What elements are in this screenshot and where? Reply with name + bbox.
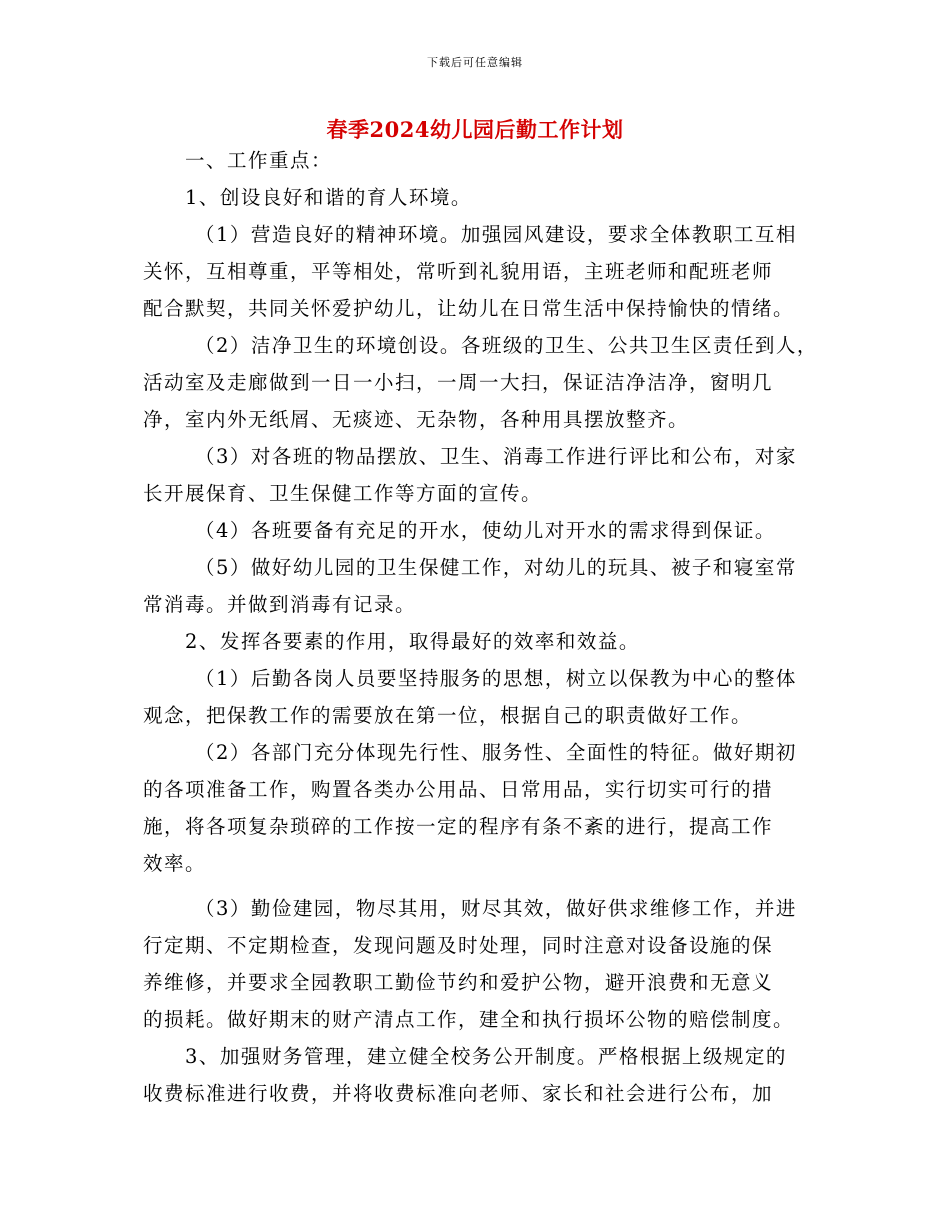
paragraph-line: 的损耗。做好期末的财产清点工作，建全和执行损坏公物的赔偿制度。 (143, 1008, 795, 1031)
paragraph-line: 的各项准备工作，购置各类办公用品、日常用品，实行切实可行的措 (143, 778, 774, 801)
point-heading: 1、创设良好和谐的育人环境。 (185, 186, 472, 209)
paragraph-line: 行定期、不定期检查，发现问题及时处理，同时注意对设备设施的保 (143, 934, 774, 957)
paragraph-line: （2）各部门充分体现先行性、服务性、全面性的特征。做好期初 (195, 741, 797, 764)
paragraph-line: （3）勤俭建园，物尽其用，财尽其效，做好供求维修工作，并进 (195, 897, 797, 920)
paragraph-line: 关怀，互相尊重，平等相处，常听到礼貌用语，主班老师和配班老师 (143, 260, 774, 283)
paragraph-line: 长开展保育、卫生保健工作等方面的宣传。 (143, 482, 543, 505)
paragraph-line: （1）后勤各岗人员要坚持服务的思想，树立以保教为中心的整体 (195, 667, 797, 690)
document-title: 春季2024幼儿园后勤工作计划 (326, 117, 624, 142)
point-heading: 2、发挥各要素的作用，取得最好的效率和效益。 (185, 630, 640, 653)
paragraph-line: （2）洁净卫生的环境创设。各班级的卫生、公共卫生区责任到人， (195, 334, 818, 357)
point-heading: 3、加强财务管理，建立健全校务公开制度。严格根据上级规定的 (185, 1045, 787, 1068)
paragraph-line: （4）各班要备有充足的开水，使幼儿对开水的需求得到保证。 (195, 519, 776, 542)
paragraph-line: 收费标准进行收费，并将收费标准向老师、家长和社会进行公布，加 (143, 1082, 774, 1105)
paragraph-line: 养维修，并要求全园教职工勤俭节约和爱护公物，避开浪费和无意义 (143, 971, 774, 994)
document-body (143, 142, 823, 1112)
paragraph-line: 施，将各项复杂琐碎的工作按一定的程序有条不紊的进行，提高工作 (143, 815, 774, 838)
paragraph-line: （5）做好幼儿园的卫生保健工作，对幼儿的玩具、被子和寝室常 (195, 556, 797, 579)
paragraph-line: 活动室及走廊做到一日一小扫，一周一大扫，保证洁净洁净，窗明几 (143, 371, 774, 394)
section-heading: 一、工作重点： (185, 149, 333, 172)
paragraph-line: 观念，把保教工作的需要放在第一位，根据自己的职责做好工作。 (143, 704, 753, 727)
header-note: 下载后可任意编辑 (427, 56, 523, 69)
paragraph-line: （1）营造良好的精神环境。加强园风建设，要求全体教职工互相 (195, 223, 797, 246)
paragraph-line: 净，室内外无纸屑、无痰迹、无杂物，各种用具摆放整齐。 (143, 408, 690, 431)
paragraph-line: 常消毒。并做到消毒有记录。 (143, 593, 417, 616)
paragraph-line: 效率。 (143, 852, 207, 875)
paragraph-line: 配合默契，共同关怀爱护幼儿，让幼儿在日常生活中保持愉快的情绪。 (143, 297, 795, 320)
paragraph-line: （3）对各班的物品摆放、卫生、消毒工作进行评比和公布，对家 (195, 445, 797, 468)
